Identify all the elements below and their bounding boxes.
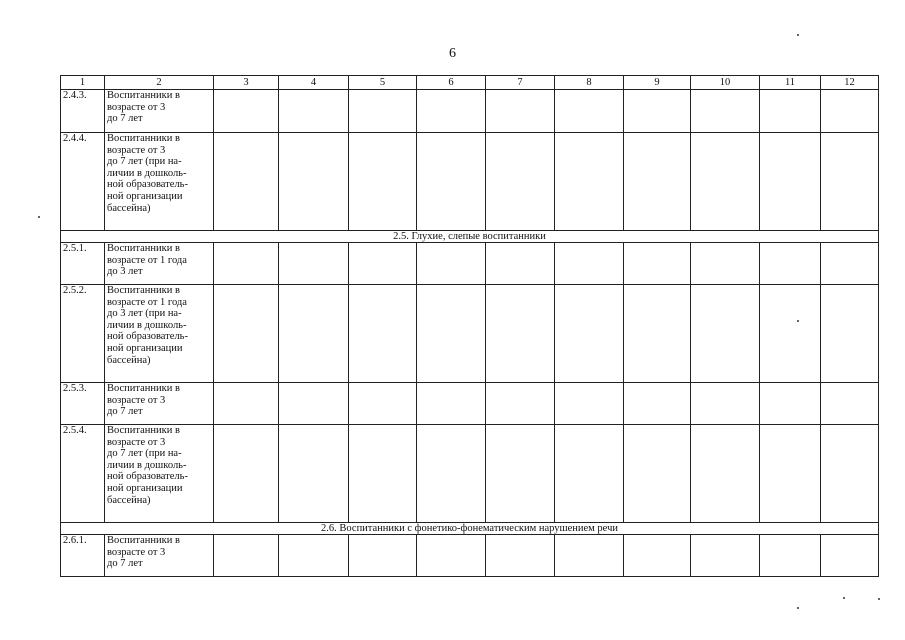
row-code: 2.4.4. [61,133,105,231]
empty-cell [691,243,760,285]
empty-cell [821,90,879,133]
section-title: 2.6. Воспитанники с фонетико-фонематическим нарушением речи [61,523,879,535]
empty-cell [555,90,624,133]
empty-cell [624,133,691,231]
row-code: 2.4.3. [61,90,105,133]
row-name: Воспитанники в возрасте от 1 года до 3 лет [105,243,214,285]
section-header-row [61,231,879,243]
empty-cell [760,243,821,285]
empty-cell [486,243,555,285]
empty-cell [486,285,555,383]
empty-cell [349,243,417,285]
empty-cell [486,425,555,523]
empty-cell [417,425,486,523]
empty-cell [821,243,879,285]
column-header: 1 [61,76,105,90]
column-header: 2 [105,76,214,90]
row-code: 2.5.4. [61,425,105,523]
table-row [61,425,879,523]
row-name: Воспитанники в возрасте от 3 до 7 лет (при на- личии в дошколь- ной образователь- ной организации бассейна) [105,425,214,523]
column-header: 8 [555,76,624,90]
empty-cell [555,535,624,577]
empty-cell [555,425,624,523]
table-row [61,90,879,133]
empty-cell [417,285,486,383]
table-body [61,76,879,577]
empty-cell [279,133,349,231]
empty-cell [349,133,417,231]
column-header: 9 [624,76,691,90]
empty-cell [624,90,691,133]
table-row [61,535,879,577]
empty-cell [821,425,879,523]
empty-cell [821,285,879,383]
table-row [61,243,879,285]
empty-cell [417,243,486,285]
row-code: 2.5.3. [61,383,105,425]
empty-cell [486,90,555,133]
empty-cell [691,285,760,383]
empty-cell [760,383,821,425]
empty-cell [279,425,349,523]
empty-cell [624,243,691,285]
empty-cell [349,425,417,523]
column-header: 10 [691,76,760,90]
empty-cell [417,90,486,133]
column-header: 4 [279,76,349,90]
empty-cell [760,425,821,523]
table-row [61,133,879,231]
empty-cell [760,90,821,133]
row-code: 2.6.1. [61,535,105,577]
row-name: Воспитанники в возрасте от 3 до 7 лет [105,383,214,425]
empty-cell [486,535,555,577]
empty-cell [821,535,879,577]
empty-cell [279,383,349,425]
empty-cell [417,535,486,577]
empty-cell [349,90,417,133]
empty-cell [214,285,279,383]
empty-cell [760,285,821,383]
empty-cell [279,90,349,133]
column-header: 11 [760,76,821,90]
empty-cell [624,535,691,577]
section-title: 2.5. Глухие, слепые воспитанники [61,231,879,243]
empty-cell [279,535,349,577]
empty-cell [624,383,691,425]
empty-cell [486,133,555,231]
scan-speck [797,607,799,609]
empty-cell [821,133,879,231]
empty-cell [417,133,486,231]
empty-cell [555,243,624,285]
empty-cell [279,285,349,383]
column-header: 6 [417,76,486,90]
row-name: Воспитанники в возрасте от 3 до 7 лет [105,90,214,133]
empty-cell [279,243,349,285]
empty-cell [691,90,760,133]
empty-cell [349,285,417,383]
column-header: 5 [349,76,417,90]
row-code: 2.5.1. [61,243,105,285]
column-header: 3 [214,76,279,90]
empty-cell [691,383,760,425]
empty-cell [760,535,821,577]
row-name: Воспитанники в возрасте от 3 до 7 лет [105,535,214,577]
empty-cell [691,535,760,577]
scan-speck [38,216,40,218]
empty-cell [486,383,555,425]
scan-speck [797,320,799,322]
empty-cell [349,383,417,425]
row-name: Воспитанники в возрасте от 1 года до 3 лет (при на- личии в дошколь- ной образователь- ной организации бассейна) [105,285,214,383]
empty-cell [214,383,279,425]
empty-cell [214,535,279,577]
column-header: 12 [821,76,879,90]
table-header-row [61,76,879,90]
empty-cell [624,425,691,523]
table-row [61,383,879,425]
empty-cell [214,90,279,133]
empty-cell [555,133,624,231]
empty-cell [691,133,760,231]
data-table [60,75,879,577]
empty-cell [760,133,821,231]
row-code: 2.5.2. [61,285,105,383]
column-header: 7 [486,76,555,90]
empty-cell [555,383,624,425]
empty-cell [691,425,760,523]
table-row [61,285,879,383]
empty-cell [821,383,879,425]
section-header-row [61,523,879,535]
empty-cell [349,535,417,577]
empty-cell [555,285,624,383]
scan-speck [878,598,880,600]
empty-cell [214,133,279,231]
empty-cell [624,285,691,383]
page-number: 6 [449,46,456,61]
scan-speck [843,597,845,599]
empty-cell [214,425,279,523]
scan-speck [797,34,799,36]
empty-cell [214,243,279,285]
row-name: Воспитанники в возрасте от 3 до 7 лет (при на- личии в дошколь- ной образователь- ной организации бассейна) [105,133,214,231]
empty-cell [417,383,486,425]
